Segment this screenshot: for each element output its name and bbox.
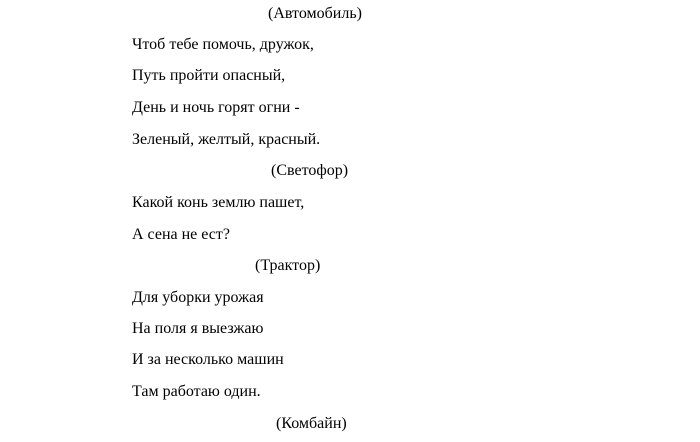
riddle-combine-line-4: Там работаю один. <box>132 383 261 400</box>
riddle-traffic-light-line-3: День и ночь горят огни - <box>132 99 300 116</box>
riddle-tractor-line-2: А сена не ест? <box>132 226 230 243</box>
riddle-traffic-light-line-2: Путь пройти опасный, <box>132 67 286 84</box>
answer-tractor: (Трактор) <box>255 257 321 274</box>
riddle-tractor-line-1: Какой конь землю пашет, <box>132 194 305 211</box>
riddle-traffic-light-line-1: Чтоб тебе помочь, дружок, <box>132 36 314 53</box>
answer-combine: (Комбайн) <box>276 415 347 432</box>
riddle-combine-line-2: На поля я выезжаю <box>132 320 264 337</box>
riddle-combine-line-3: И за несколько машин <box>132 351 284 368</box>
answer-automobile: (Автомобиль) <box>268 5 362 22</box>
answer-traffic-light: (Светофор) <box>271 162 349 179</box>
riddle-combine-line-1: Для уборки урожая <box>132 289 264 306</box>
riddle-traffic-light-line-4: Зеленый, желтый, красный. <box>132 131 321 148</box>
